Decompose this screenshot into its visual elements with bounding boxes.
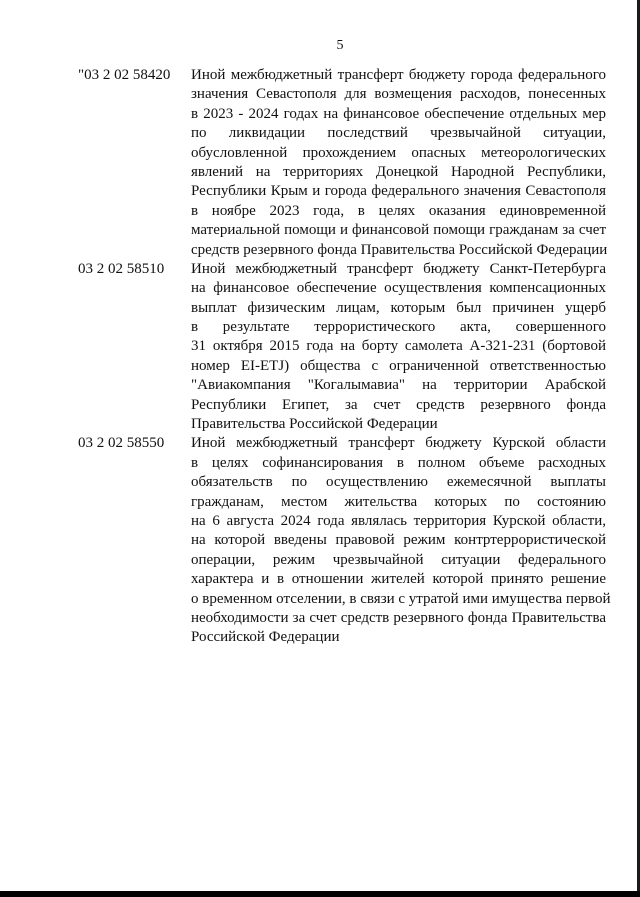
- description-line: операции, режим чрезвычайной ситуации федерального: [191, 551, 606, 568]
- description-line: обязательств по осуществлению ежемесячной выплаты: [191, 474, 606, 491]
- description-line: в 2023 - 2024 годах на финансовое обеспечение отдельных мер: [191, 105, 606, 122]
- description-line: Республики Египет, за счет средств резервного фонда: [191, 396, 606, 413]
- description-line: "Авиакомпания "Когалымавиа" на территории Арабской: [191, 377, 606, 394]
- description-line: в целях софинансирования в полном объеме расходных: [191, 454, 606, 471]
- description-line: номер EI-ETJ) общества с ограниченной ответственностью: [191, 357, 606, 374]
- description-line: материальной помощи и финансовой помощи гражданам за счет: [191, 222, 606, 239]
- description-line: выплат физическим лицам, которым был причинен ущерб: [191, 299, 606, 316]
- scan-border-bottom: [0, 891, 640, 897]
- description-line: на которой введены правовой режим контртеррористической: [191, 532, 606, 549]
- budget-code-list: [78, 66, 611, 648]
- description-line: Правительства Российской Федерации: [191, 416, 438, 433]
- description-line: гражданам, местом жительства которых по состоянию: [191, 493, 606, 510]
- description-line: Иной межбюджетный трансферт бюджету Курской области: [191, 435, 606, 452]
- description-line: обусловленной прохождением опасных метеорологических: [191, 144, 606, 161]
- budget-description: [191, 260, 606, 435]
- description-line: по ликвидации последствий чрезвычайной ситуации,: [191, 125, 606, 142]
- description-line: Республики Крым и города федерального значения Севастополя: [191, 183, 606, 200]
- description-line: на 6 августа 2024 года являлась территория Курской области,: [191, 512, 606, 529]
- description-line: средств резервного фонда Правительства Российской Федерации: [191, 241, 608, 258]
- budget-entry: [78, 66, 606, 260]
- budget-code: "03 2 02 58420: [78, 67, 171, 83]
- description-line: 31 октября 2015 года на борту самолета А-321-231 (бортовой: [191, 338, 606, 355]
- description-line: о временном отселении, в связи с утратой ими имущества первой: [191, 590, 611, 607]
- page-number: 5: [336, 38, 344, 53]
- budget-description: [191, 66, 606, 260]
- description-line: явлений на территориях Донецкой Народной Республики,: [191, 163, 606, 180]
- budget-entry: [78, 434, 611, 647]
- description-line: Российской Федерации: [191, 629, 340, 646]
- description-line: характера и в отношении жителей которой принято решение: [191, 571, 606, 588]
- budget-code: 03 2 02 58550: [78, 435, 165, 452]
- description-line: в результате террористического акта, совершенного: [191, 319, 606, 336]
- description-line: Иной межбюджетный трансферт бюджету города федерального: [191, 67, 606, 83]
- description-line: в ноябре 2023 года, в целях оказания единовременной: [191, 202, 606, 219]
- description-line: значения Севастополя для возмещения расходов, понесенных: [191, 86, 606, 103]
- description-line: на финансовое обеспечение осуществления компенсационных: [191, 280, 606, 297]
- budget-description: [191, 434, 611, 647]
- description-line: необходимости за счет средств резервного фонда Правительства: [191, 609, 606, 626]
- budget-entry: [78, 260, 606, 435]
- description-line: Иной межбюджетный трансферт бюджету Санкт-Петербурга: [191, 260, 606, 277]
- budget-code: 03 2 02 58510: [78, 260, 165, 277]
